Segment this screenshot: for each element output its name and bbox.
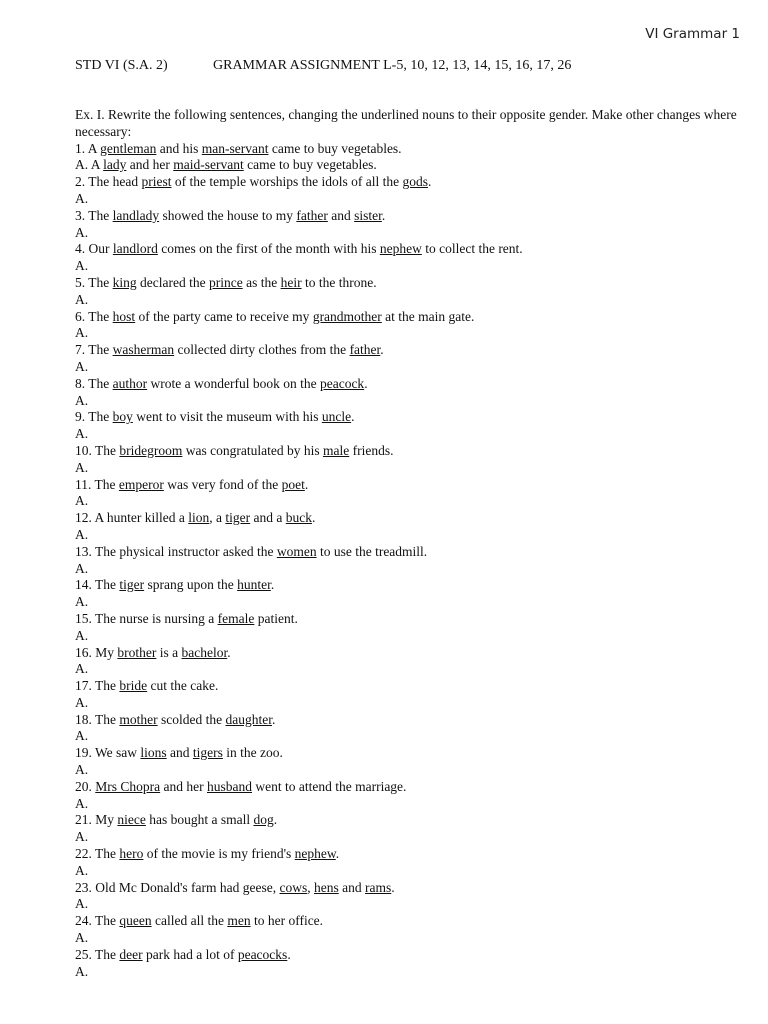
sentence-text: A. xyxy=(75,190,89,206)
sentence-text: A. xyxy=(75,325,89,341)
question-item xyxy=(75,208,745,225)
question-number: 4. xyxy=(75,241,86,257)
sentence-text: The xyxy=(91,913,120,929)
answer-line xyxy=(75,258,745,275)
underlined-noun: peacocks xyxy=(237,946,288,962)
underlined-noun: washerman xyxy=(112,342,175,358)
sentence-text: The xyxy=(85,375,113,391)
sentence-text: . xyxy=(391,879,395,895)
sentence-text: A. xyxy=(75,762,89,778)
sentence-text: A. xyxy=(75,896,89,912)
sentence-text: to use the treadmill. xyxy=(316,543,428,559)
question-number: 13. xyxy=(75,543,92,559)
underlined-noun: men xyxy=(227,913,251,929)
sentence-text: showed the house to my xyxy=(159,207,297,223)
answer-line xyxy=(75,728,745,745)
sentence-text: The xyxy=(85,207,113,223)
underlined-noun: landlady xyxy=(112,207,160,223)
question-number: 2. xyxy=(75,174,86,190)
underlined-noun: Mrs Chopra xyxy=(95,778,161,794)
question-item xyxy=(75,443,745,460)
sentence-text: . xyxy=(273,812,278,828)
question-item xyxy=(75,409,745,426)
sentence-text: A. xyxy=(75,258,89,274)
question-item xyxy=(75,342,745,359)
question-number: 25. xyxy=(75,946,92,962)
question-number: 16. xyxy=(75,644,92,660)
sentence-text: . xyxy=(270,577,275,593)
question-number: 24. xyxy=(75,913,92,929)
question-number: 9. xyxy=(75,409,86,425)
underlined-noun: host xyxy=(112,308,136,324)
answer-line xyxy=(75,191,745,208)
underlined-noun: queen xyxy=(119,913,152,929)
question-number: 1. xyxy=(75,140,86,156)
underlined-noun: boy xyxy=(112,409,133,425)
sentence-text: A. xyxy=(75,862,89,878)
question-item xyxy=(75,846,745,863)
answer-line xyxy=(75,292,745,309)
sentence-text: A. xyxy=(75,795,89,811)
answer-line xyxy=(75,964,745,981)
sentence-text: . xyxy=(311,510,316,526)
question-number: 7. xyxy=(75,342,86,358)
sentence-text: came to buy vegetables. xyxy=(243,157,377,173)
assignment-title xyxy=(75,58,748,74)
sentence-text: cut the cake. xyxy=(147,678,219,694)
underlined-noun: rams xyxy=(365,879,392,895)
question-number: 5. xyxy=(75,274,86,290)
sentence-text: of the party came to receive my xyxy=(135,308,313,324)
sentence-text: went to attend the marriage. xyxy=(251,778,407,794)
question-number: 12. xyxy=(75,510,92,526)
underlined-noun: cows xyxy=(279,879,308,895)
underlined-noun: dog xyxy=(253,812,274,828)
underlined-noun: peacock xyxy=(319,375,365,391)
sentence-text: and her xyxy=(160,778,207,794)
sentence-text: . xyxy=(427,174,432,190)
underlined-noun: husband xyxy=(206,778,252,794)
question-number: 10. xyxy=(75,442,92,458)
underlined-noun: tiger xyxy=(119,577,145,593)
sentence-text: wrote a wonderful book on the xyxy=(147,375,320,391)
question-item xyxy=(75,645,745,662)
question-item xyxy=(75,544,745,561)
sentence-text: A xyxy=(85,140,101,156)
sentence-text: The xyxy=(91,678,120,694)
sentence-text: and his xyxy=(156,140,202,156)
sentence-text: The head xyxy=(85,174,142,190)
underlined-noun: hunter xyxy=(237,577,271,593)
question-number: 8. xyxy=(75,375,86,391)
sentence-text: My xyxy=(91,812,118,828)
sentence-text: A. xyxy=(75,963,89,979)
underlined-noun: heir xyxy=(280,274,302,290)
underlined-noun: poet xyxy=(281,476,305,492)
sentence-text: as the xyxy=(242,274,281,290)
answer-line xyxy=(75,426,745,443)
underlined-noun: emperor xyxy=(118,476,164,492)
answer-line xyxy=(75,460,745,477)
answer-line xyxy=(75,661,745,678)
sentence-text: A. xyxy=(75,594,89,610)
underlined-noun: daughter xyxy=(225,711,272,727)
answer-line xyxy=(75,157,745,174)
sentence-text: A. xyxy=(75,426,89,442)
sentence-text: and xyxy=(338,879,366,895)
answer-line xyxy=(75,493,745,510)
sentence-text: The xyxy=(85,308,113,324)
underlined-noun: women xyxy=(276,543,317,559)
sentence-text: The nurse is nursing a xyxy=(91,610,218,626)
underlined-noun: hens xyxy=(314,879,339,895)
sentence-text: at the main gate. xyxy=(381,308,475,324)
question-number: 20. xyxy=(75,778,92,794)
underlined-noun: uncle xyxy=(321,409,352,425)
question-item xyxy=(75,577,745,594)
answer-line xyxy=(75,325,745,342)
sentence-text: . xyxy=(381,207,386,223)
underlined-noun: hero xyxy=(119,846,144,862)
sentence-text: and her xyxy=(126,157,174,173)
underlined-noun: prince xyxy=(208,274,243,290)
answer-line xyxy=(75,628,745,645)
answer-line xyxy=(75,762,745,779)
question-item xyxy=(75,376,745,393)
sentence-text: . xyxy=(380,342,384,358)
sentence-text: patient. xyxy=(254,610,298,626)
sentence-text: comes on the first of the month with his xyxy=(157,241,380,257)
answer-line xyxy=(75,594,745,611)
answer-line xyxy=(75,695,745,712)
answer-line xyxy=(75,896,745,913)
sentence-text: . xyxy=(304,476,309,492)
question-item xyxy=(75,611,745,628)
underlined-noun: priest xyxy=(141,174,172,190)
underlined-noun: father xyxy=(296,207,328,223)
sentence-text: . xyxy=(227,644,231,660)
sentence-text: A. xyxy=(75,627,89,643)
class-label: STD VI (S.A. 2) xyxy=(75,58,168,73)
underlined-noun: tiger xyxy=(225,510,251,526)
sentence-text: went to visit the museum with his xyxy=(132,409,322,425)
underlined-noun: deer xyxy=(119,946,143,962)
assignment-label: GRAMMAR ASSIGNMENT L-5, 10, 12, 13, 14, 15, 16, 17, 26 xyxy=(213,58,572,73)
question-item xyxy=(75,174,745,191)
underlined-noun: male xyxy=(322,442,350,458)
sentence-text: A. xyxy=(75,526,89,542)
question-item xyxy=(75,141,745,158)
sentence-text: . xyxy=(287,946,291,962)
underlined-noun: landlord xyxy=(112,241,158,257)
underlined-noun: buck xyxy=(285,510,312,526)
underlined-noun: lion xyxy=(188,510,210,526)
sentence-text: A. xyxy=(75,358,89,374)
question-number: 6. xyxy=(75,308,86,324)
sentence-text: and xyxy=(166,745,193,761)
question-list xyxy=(75,141,745,981)
sentence-text: . xyxy=(271,711,276,727)
sentence-text: . xyxy=(335,846,340,862)
question-item xyxy=(75,309,745,326)
question-item xyxy=(75,779,745,796)
page-header: VI Grammar 1 xyxy=(645,26,740,42)
sentence-text: is a xyxy=(156,644,182,660)
question-number: 22. xyxy=(75,846,92,862)
underlined-noun: niece xyxy=(117,812,146,828)
sentence-text: Our xyxy=(85,241,113,257)
sentence-text: My xyxy=(91,644,118,660)
question-number: 21. xyxy=(75,812,92,828)
question-number: 11. xyxy=(75,476,92,492)
sentence-text: A. xyxy=(75,291,89,307)
underlined-noun: female xyxy=(217,610,255,626)
sentence-text: A. xyxy=(75,224,89,240)
answer-line xyxy=(75,225,745,242)
underlined-noun: tigers xyxy=(192,745,223,761)
answer-line xyxy=(75,561,745,578)
sentence-text: to her office. xyxy=(250,913,324,929)
sentence-text: and a xyxy=(250,510,286,526)
sentence-text: in the zoo. xyxy=(222,745,283,761)
answer-line xyxy=(75,930,745,947)
sentence-text: A. xyxy=(75,728,89,744)
question-number: 15. xyxy=(75,610,92,626)
underlined-noun: lady xyxy=(103,157,127,173)
underlined-noun: gods xyxy=(402,174,428,190)
sentence-text: park had a lot of xyxy=(142,946,238,962)
underlined-noun: author xyxy=(112,375,148,391)
underlined-noun: bridegroom xyxy=(119,442,183,458)
question-number: 17. xyxy=(75,678,92,694)
sentence-text: The xyxy=(91,442,120,458)
sentence-text: A. xyxy=(75,493,89,509)
sentence-text: sprang upon the xyxy=(144,577,238,593)
sentence-text: A. A xyxy=(75,157,104,173)
sentence-text: of the movie is my friend's xyxy=(143,846,295,862)
sentence-text: . xyxy=(351,409,355,425)
underlined-noun: sister xyxy=(354,207,382,223)
question-item xyxy=(75,678,745,695)
sentence-text: to collect the rent. xyxy=(421,241,523,257)
exercise-body xyxy=(75,107,745,980)
sentence-text: The xyxy=(85,409,113,425)
sentence-text: was very fond of the xyxy=(163,476,282,492)
underlined-noun: nephew xyxy=(379,241,422,257)
question-item xyxy=(75,712,745,729)
sentence-text: , xyxy=(307,879,315,895)
underlined-noun: bride xyxy=(119,678,148,694)
question-item xyxy=(75,477,745,494)
answer-line xyxy=(75,863,745,880)
underlined-noun: mother xyxy=(119,711,158,727)
exercise-instruction: Ex. I. Rewrite the following sentences, changing the underlined nouns to their opposite gender. Make other changes where necessary: xyxy=(75,107,737,139)
answer-line xyxy=(75,359,745,376)
sentence-text: A. xyxy=(75,694,89,710)
answer-line xyxy=(75,796,745,813)
sentence-text: A hunter killed a xyxy=(91,510,189,526)
sentence-text: A. xyxy=(75,829,89,845)
sentence-text: The xyxy=(91,711,120,727)
sentence-text: , a xyxy=(209,510,226,526)
sentence-text: called all the xyxy=(151,913,228,929)
underlined-noun: lions xyxy=(140,745,167,761)
sentence-text: A. xyxy=(75,392,89,408)
question-item xyxy=(75,745,745,762)
question-item xyxy=(75,947,745,964)
question-number: 3. xyxy=(75,207,86,223)
sentence-text: We saw xyxy=(91,745,141,761)
question-item xyxy=(75,913,745,930)
sentence-text: scolded the xyxy=(157,711,226,727)
sentence-text: Old Mc Donald's farm had geese, xyxy=(91,879,280,895)
underlined-noun: bachelor xyxy=(181,644,228,660)
sentence-text: The xyxy=(91,946,120,962)
answer-line xyxy=(75,393,745,410)
sentence-text: The xyxy=(85,274,113,290)
sentence-text: and xyxy=(327,207,355,223)
sentence-text: was congratulated by his xyxy=(182,442,323,458)
question-item xyxy=(75,880,745,897)
question-item xyxy=(75,510,745,527)
underlined-noun: grandmother xyxy=(312,308,382,324)
question-number: 14. xyxy=(75,577,92,593)
underlined-noun: gentleman xyxy=(100,140,157,156)
sentence-text: A. xyxy=(75,459,89,475)
question-number: 23. xyxy=(75,879,92,895)
sentence-text: to the throne. xyxy=(301,274,377,290)
question-item xyxy=(75,241,745,258)
sentence-text: A. xyxy=(75,560,89,576)
sentence-text: declared the xyxy=(136,274,209,290)
underlined-noun: nephew xyxy=(294,846,336,862)
question-number: 18. xyxy=(75,711,92,727)
answer-line xyxy=(75,527,745,544)
question-number: 19. xyxy=(75,745,92,761)
underlined-noun: king xyxy=(112,274,137,290)
sentence-text: The xyxy=(91,476,119,492)
sentence-text: friends. xyxy=(349,442,394,458)
sentence-text: The xyxy=(91,846,120,862)
underlined-noun: maid-servant xyxy=(173,157,244,173)
question-item xyxy=(75,812,745,829)
underlined-noun: brother xyxy=(117,644,157,660)
sentence-text: A. xyxy=(75,930,89,946)
sentence-text: The xyxy=(91,577,120,593)
underlined-noun: father xyxy=(349,342,381,358)
sentence-text: came to buy vegetables. xyxy=(268,140,402,156)
sentence-text: A. xyxy=(75,661,89,677)
sentence-text: collected dirty clothes from the xyxy=(174,342,350,358)
underlined-noun: man-servant xyxy=(201,140,269,156)
sentence-text: The physical instructor asked the xyxy=(91,543,277,559)
sentence-text: has bought a small xyxy=(145,812,254,828)
sentence-text: . xyxy=(364,375,368,391)
question-item xyxy=(75,275,745,292)
sentence-text: of the temple worships the idols of all the xyxy=(171,174,403,190)
answer-line xyxy=(75,829,745,846)
sentence-text: The xyxy=(85,342,113,358)
